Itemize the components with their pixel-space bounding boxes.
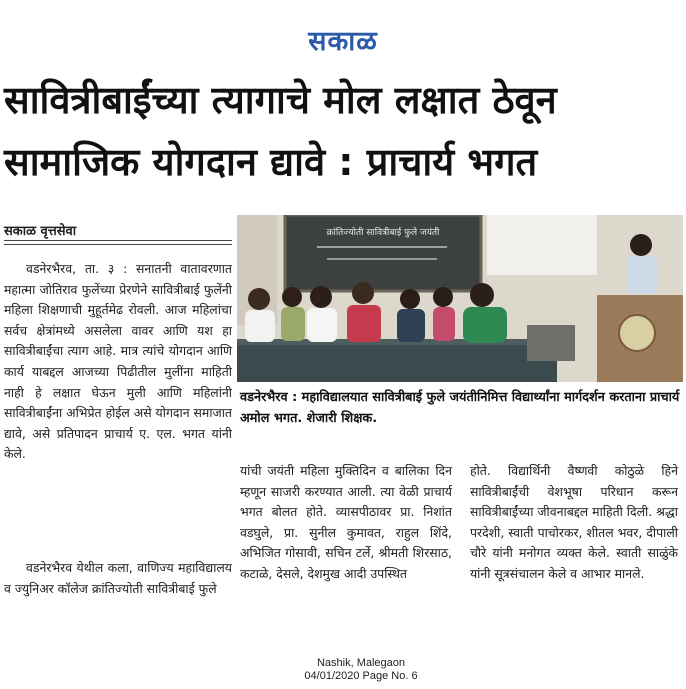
headline-line-1: सावित्रीबाईंच्या त्यागाचे मोल लक्षात ठेवून bbox=[4, 78, 557, 122]
article-paragraph-1: वडनेरभैरव, ता. ३ : सनातनी वातावरणात महात्मा जोतिराव फुलेंच्या प्रेरणेने सावित्रीबाई फुलेंनी महिला शिक्षणाची मुहूर्तमेढ रोवली. आज महिलांचा सर्वच क्षेत्रांमध्ये असलेला वावर आणि यश हा सावित्रीबाईंचा त्याग आहे. मात्र त्यांचे योगदान आणि कार्य याबद्दल आजच्या पिढीतील मुलींना माहिती नाही हे लक्षात घेऊन मुली आणि महिलांनी सावित्रीबाईंना अभिप्रेत होईल असे योगदान समाजात द्यावे, असे प्रतिपादन प्राचार्य ए. एल. भगत यांनी केले. bbox=[4, 261, 232, 462]
byline: सकाळ वृत्तसेवा bbox=[4, 224, 77, 239]
headline-line-2: सामाजिक योगदान द्यावे : प्राचार्य भगत bbox=[4, 140, 538, 184]
article-column-2 bbox=[240, 461, 452, 585]
event-photo bbox=[237, 215, 683, 382]
byline-rule-top bbox=[4, 240, 232, 241]
page-footer bbox=[286, 657, 436, 683]
article-column-3 bbox=[470, 461, 678, 585]
article-column-2-text: यांची जयंती महिला मुक्तिदिन व बालिका दिन म्हणून साजरी करण्यात आली. त्या वेळी प्राचार्य भगत बोलत होते. व्यासपीठावर प्रा. निशांत वडघुले, प्रा. सुनील कुमावत, राहुल शिंदे, अभिजित गोसावी, सचिन टर्ले, श्रीमती शिरसाठ, कटाळे, देसले, देशमुख आदी उपस्थित bbox=[240, 463, 452, 581]
article-column-1-continued bbox=[4, 558, 232, 599]
board-text: क्रांतिज्योती सावित्रीबाई फुले जयंती bbox=[326, 228, 440, 238]
article-paragraph-2: वडनेरभैरव येथील कला, वाणिज्य महाविद्यालय व ज्युनिअर कॉलेज क्रांतिज्योती सावित्रीबाई फुले bbox=[4, 560, 232, 596]
footer-date-page: 04/01/2020 Page No. 6 bbox=[304, 670, 418, 682]
byline-rule-bottom bbox=[4, 244, 232, 245]
footer-edition: Nashik, Malegaon bbox=[316, 657, 406, 669]
newspaper-masthead: सकाळ bbox=[308, 26, 378, 57]
article-column-3-text: होते. विद्यार्थिनी वैष्णवी कोठुळे हिने सावित्रीबाईंची वेशभूषा परिधान करून सावित्रीबाईंच्या जीवनाबद्दल माहिती दिली. श्रद्धा परदेशी, स्वाती पाचोरकर, शीतल भवर, दीपाली चौरे यांनी मनोगत व्यक्त केले. स्वाती साळुंके यांनी सूत्रसंचालन केले व आभार मानले. bbox=[470, 463, 678, 581]
article-column-1 bbox=[4, 259, 232, 465]
photo-caption: वडनेरभैरव : महाविद्यालयात सावित्रीबाई फुले जयंतीनिमित्त विद्यार्थ्यांना मार्गदर्शन करताना प्राचार्य अमोल भगत. शेजारी शिक्षक. bbox=[240, 390, 680, 426]
